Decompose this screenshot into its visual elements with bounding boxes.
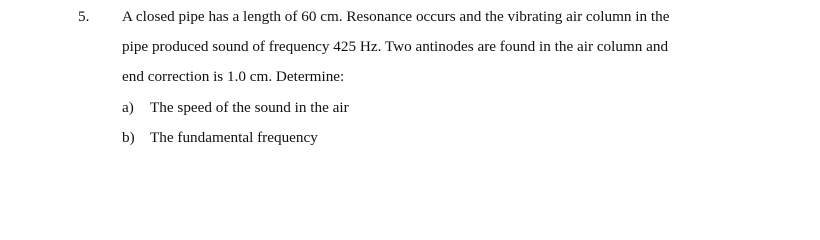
question-text-line-1: A closed pipe has a length of 60 cm. Resonance occurs and the vibrating air column in the	[122, 8, 670, 25]
question-text-line-2: pipe produced sound of frequency 425 Hz. Two antinodes are found in the air column and	[122, 38, 669, 55]
sub-question-a-text: The speed of the sound in the air	[150, 99, 349, 116]
sub-question-b-label: b)	[122, 129, 135, 146]
sub-question-b-text: The fundamental frequency	[150, 129, 318, 146]
question-text-line-3: end correction is 1.0 cm. Determine:	[122, 68, 345, 85]
sub-question-a	[122, 97, 349, 119]
sub-question-a-label: a)	[122, 99, 134, 116]
sub-question-b	[122, 127, 318, 149]
question-number: 5.	[78, 8, 90, 25]
